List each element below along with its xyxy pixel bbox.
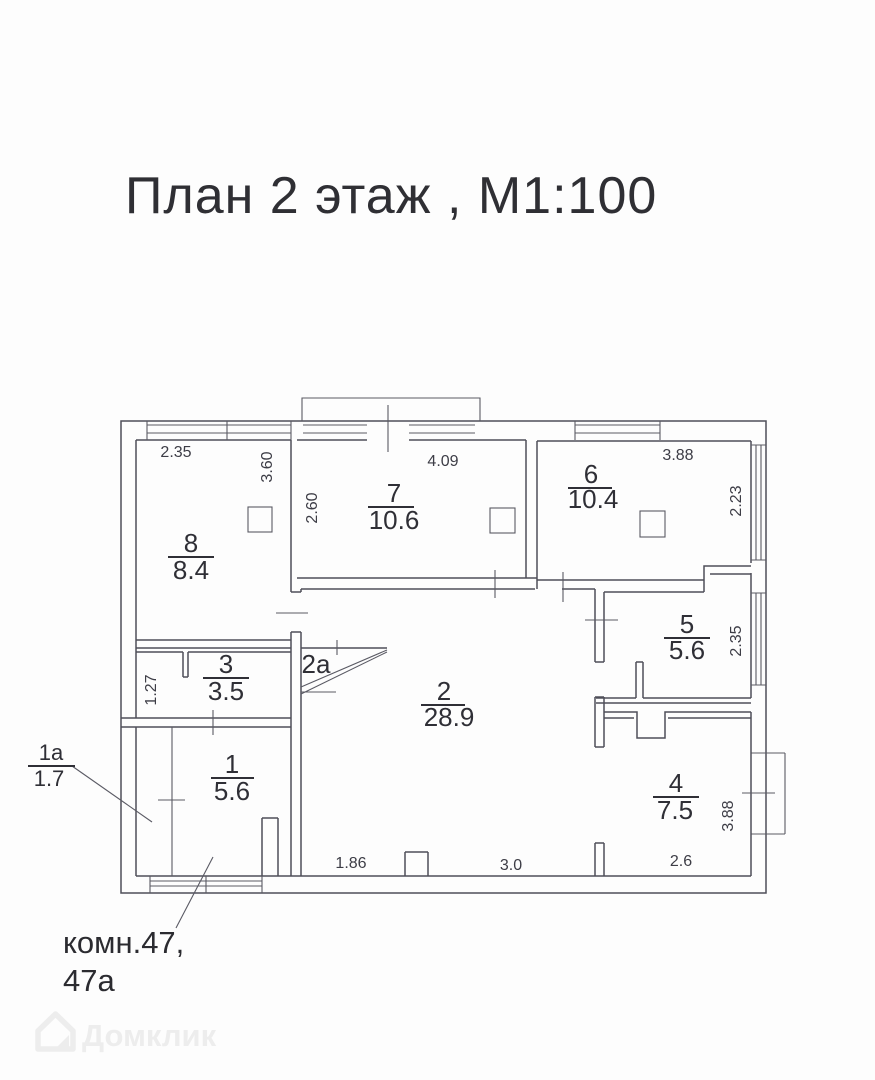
window-room6-top [575,421,660,440]
room-8-number: 8 [183,528,199,558]
room-note [63,925,184,998]
dim-room6-width: 3.88 [662,447,694,464]
stair-label-2a: 2а [301,649,331,679]
room-4-number: 4 [668,768,684,798]
room-6-number: 6 [583,459,599,489]
window-room7-balcony [303,425,475,433]
room-5-area: 5.6 [668,635,706,665]
window-room1-bottom [150,876,262,893]
room-6-area: 10.4 [567,484,619,514]
house-icon-notch [55,1035,69,1049]
dim-room7-width: 4.09 [427,453,459,470]
dim-room5-depth: 2.35 [728,625,745,657]
room-8-area: 8.4 [172,555,210,585]
dim-bottom-3: 2.6 [669,853,693,870]
dim-room8-depth: 3.60 [259,451,276,483]
room-7-number: 7 [386,478,402,508]
room-2-number: 2 [436,676,452,706]
room-7-area: 10.6 [368,505,420,535]
room-1-number: 1 [224,749,240,779]
dim-room8-width: 2.35 [160,444,192,461]
vent-square-room7 [490,508,515,533]
room-3-number: 3 [218,649,234,679]
window-room5-right [751,593,766,685]
dim-room4-depth: 3.88 [720,800,737,832]
window-room6-right [751,445,766,560]
dim-bottom-2: 3.0 [499,857,523,874]
note-line-1: комн.47, [63,925,185,960]
vent-square-room8 [248,507,272,532]
dim-room7-depth: 2.60 [304,492,321,524]
room-3-area: 3.5 [207,676,245,706]
watermark [38,1014,217,1053]
dimension-labels [143,444,745,874]
room-2-area: 28.9 [423,702,475,732]
room-5-number: 5 [679,609,695,639]
room-4-area: 7.5 [656,795,694,825]
room-labels [28,459,710,825]
room-1a-number: 1а [38,740,64,765]
watermark-text: Домклик [82,1018,217,1053]
window-room8-top [147,421,291,440]
dimension-ticks [158,405,775,800]
note-line-2: 47а [63,963,115,998]
vent-square-room6 [640,511,665,537]
dim-bottom-1: 1.86 [335,855,367,872]
page-title: План 2 этаж , М1:100 [125,167,658,225]
balcony-outline [302,398,480,421]
room-1-area: 5.6 [213,776,251,806]
leader-line-1a [72,766,152,822]
dim-room6-depth: 2.23 [728,485,745,517]
dim-room3-depth: 1.27 [143,674,160,706]
room-1a-area: 1.7 [33,766,65,791]
